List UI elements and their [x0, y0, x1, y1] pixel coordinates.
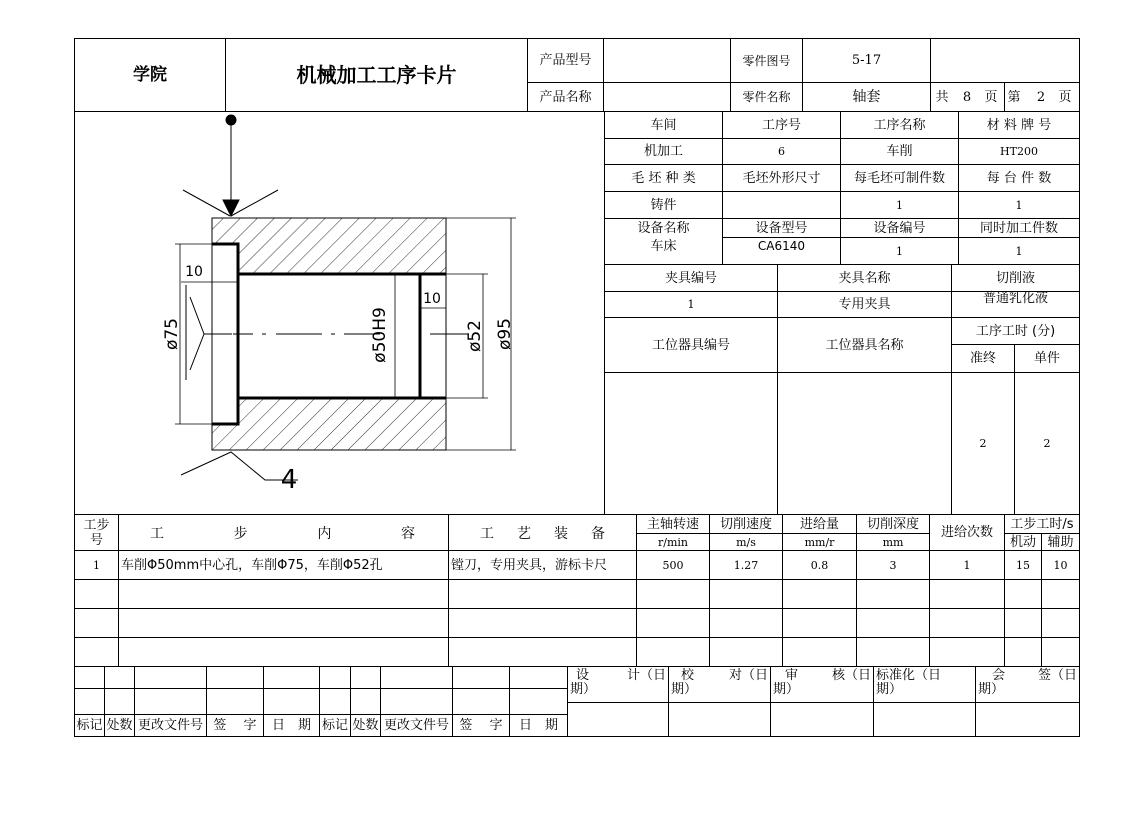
process-no-label: 工序号 [761, 117, 801, 133]
sign-label: 会 [992, 668, 1006, 683]
blank-size-label: 毛坯外形尺寸 [742, 170, 821, 186]
step-content-header [150, 515, 415, 550]
step-no: 1 [93, 558, 100, 572]
step-content: 车削Φ50mm中心孔，车削Φ75，车削Φ52孔 [121, 557, 383, 573]
review-signoff [773, 669, 871, 697]
part-name-label: 零件名称 [742, 90, 791, 104]
dim-10-left: 10 [185, 264, 203, 280]
equip-char-4: 备 [591, 525, 605, 542]
standard-signoff [876, 669, 973, 697]
footer-label-mark-1: 标记 [76, 718, 103, 733]
depth-header: 切削深度 [866, 516, 919, 532]
standard-label: 标准化（日 [876, 668, 942, 683]
equip-char-2: 艺 [517, 525, 531, 542]
fixture-name-value: 专用夹具 [838, 297, 891, 312]
product-model-label: 产品型号 [539, 53, 592, 68]
design-period: 期） [570, 682, 597, 697]
step-passes: 1 [963, 558, 971, 572]
step-machine-time: 15 [1016, 558, 1030, 572]
roughness-value: 4 [280, 465, 298, 495]
sign-date-label: 签（日 [1037, 668, 1077, 683]
coolant-label: 切削液 [995, 270, 1035, 286]
footer-label-count-2: 处数 [352, 718, 379, 733]
aux-time-header: 辅助 [1047, 534, 1074, 550]
design-signoff [570, 669, 666, 697]
page-unit: 页 [984, 89, 998, 105]
blank-type-label: 毛 坯 种 类 [631, 170, 696, 186]
content-char-4: 容 [400, 525, 415, 542]
design-label: 设 [576, 668, 590, 683]
clamp-symbol [183, 115, 278, 216]
review-date-label: 核（日 [831, 668, 871, 683]
material-label: 材 料 牌 号 [986, 117, 1052, 133]
workshop-value: 机加工 [643, 144, 683, 159]
part-name-value: 轴套 [852, 89, 881, 105]
step-spindle: 500 [662, 558, 684, 572]
standard-period: 期） [876, 682, 903, 697]
spindle-header: 主轴转速 [646, 516, 699, 532]
per-blank-label: 每毛坯可制件数 [853, 170, 945, 186]
content-char-2: 步 [233, 525, 248, 542]
process-time-label: 工序工时 (分) [975, 323, 1056, 339]
process-no-value: 6 [778, 145, 785, 158]
equip-char-3: 装 [554, 525, 568, 542]
dim-phi75: ø75 [161, 317, 182, 351]
content-char-1: 工 [150, 525, 164, 542]
process-name-label: 工序名称 [873, 117, 926, 133]
equipment-header [480, 515, 605, 550]
sign-period: 期） [978, 682, 1005, 697]
equip-name-value: 车床 [650, 238, 677, 254]
prep-time-value: 2 [979, 437, 987, 450]
total-pages-label: 共 [935, 89, 949, 105]
review-label: 审 [785, 668, 799, 683]
workshop-label: 车间 [650, 117, 677, 133]
page-label: 第 [1007, 89, 1021, 105]
step-speed: 1.27 [733, 558, 759, 572]
school-name: 学院 [133, 64, 167, 85]
depth-unit: mm [882, 535, 904, 549]
step-no-header: 工步号 [83, 517, 110, 548]
process-name-value: 车削 [886, 144, 913, 159]
equip-model-label: 设备型号 [755, 220, 808, 236]
station-tool-name-label: 工位器具名称 [825, 337, 904, 353]
dim-phi52: ø52 [464, 319, 485, 353]
design-date-label: 计（日 [626, 668, 666, 683]
equip-model-value: CA6140 [757, 239, 806, 253]
footer-label-sign-1: 签 字 [213, 718, 257, 733]
step-depth: 3 [889, 558, 897, 572]
review-period: 期） [773, 682, 800, 697]
speed-unit: m/s [736, 535, 756, 549]
dim-phi50h9: ø50H9 [369, 307, 390, 363]
footer-label-count-1: 处数 [106, 718, 133, 733]
per-blank-value: 1 [896, 198, 903, 212]
dim-10-right: 10 [423, 291, 441, 307]
footer-label-docno-2: 更改文件号 [383, 718, 449, 733]
coolant-value: 普通乳化液 [982, 291, 1048, 306]
check-date-label: 对（日 [728, 668, 768, 683]
footer-label-date-1: 日 期 [271, 718, 311, 733]
step-time-header: 工步工时/s [1010, 516, 1074, 532]
simul-value: 1 [1015, 244, 1023, 258]
equip-char-1: 工 [480, 525, 494, 542]
part-drawing-no-value: 5-17 [851, 53, 882, 68]
sign-signoff [978, 669, 1077, 697]
part-drawing-no-label: 零件图号 [742, 53, 791, 68]
card-title: 机械加工工序卡片 [296, 63, 457, 87]
check-signoff [671, 669, 768, 697]
simul-label: 同时加工件数 [979, 220, 1058, 236]
positioning-symbol [186, 285, 232, 380]
prep-time-label: 准终 [969, 351, 996, 366]
per-unit-label: 每 台 件 数 [986, 170, 1052, 186]
speed-header: 切削速度 [719, 516, 772, 532]
fixture-no-label: 夹具编号 [664, 270, 717, 286]
feed-unit: mm/r [804, 535, 835, 549]
step-feed: 0.8 [810, 558, 829, 572]
content-char-3: 内 [317, 525, 332, 542]
footer-label-docno-1: 更改文件号 [137, 718, 203, 733]
check-label: 校 [681, 668, 695, 683]
footer-label-date-2: 日 期 [518, 718, 558, 733]
page-number-value: 2 [1036, 89, 1046, 105]
footer-label-mark-2: 标记 [321, 718, 348, 733]
product-name-label: 产品名称 [539, 89, 592, 105]
blank-type-value: 铸件 [650, 197, 677, 213]
spindle-unit: r/min [658, 535, 688, 549]
page-unit-2: 页 [1058, 89, 1072, 105]
unit-time-label: 单件 [1033, 351, 1060, 366]
dim-phi95: ø95 [494, 317, 515, 351]
machine-time-header: 机动 [1009, 534, 1036, 550]
equip-no-label: 设备编号 [873, 220, 926, 236]
step-equipment: 镗刀，专用夹具，游标卡尺 [451, 557, 608, 573]
unit-time-value: 2 [1043, 437, 1051, 450]
fixture-no-value: 1 [687, 298, 695, 311]
check-period: 期） [671, 682, 698, 697]
footer-label-sign-2: 签 字 [459, 718, 503, 733]
material-value: HT200 [1000, 145, 1038, 158]
per-unit-value: 1 [1015, 198, 1023, 212]
step-aux-time: 10 [1053, 558, 1068, 572]
feed-header: 进给量 [799, 516, 839, 532]
fixture-name-label: 夹具名称 [838, 270, 891, 286]
equip-name-label: 设备名称 [637, 220, 690, 236]
equip-no-value: 1 [896, 244, 903, 258]
station-tool-no-label: 工位器具编号 [651, 337, 730, 353]
total-pages-value: 8 [962, 89, 972, 105]
passes-header: 进给次数 [940, 525, 993, 540]
